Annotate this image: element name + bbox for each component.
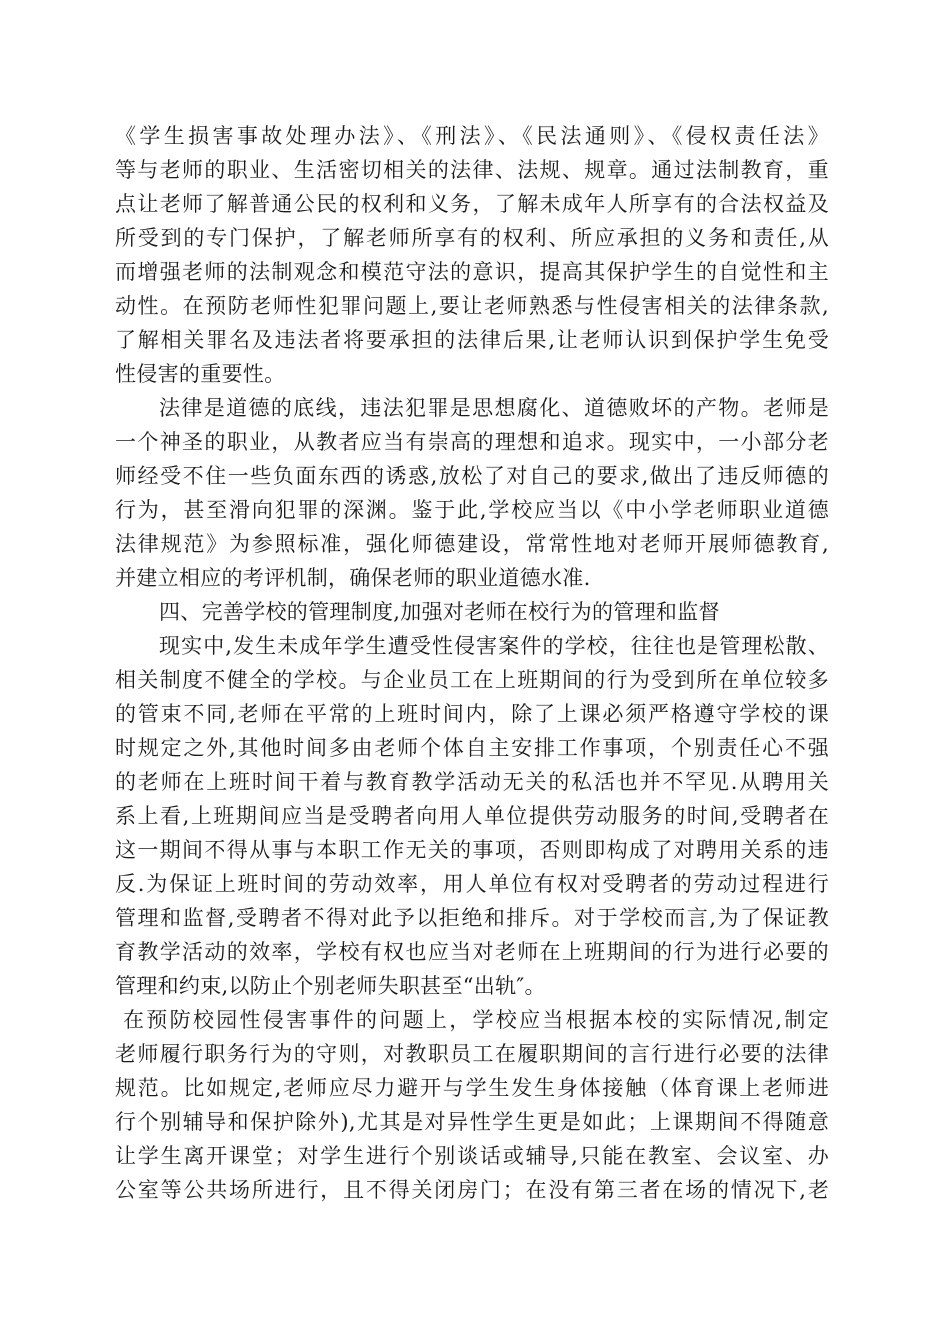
text-line: 老师履行职务行为的守则，对教职员工在履职期间的言行进行必要的法律 [115,1042,829,1066]
text-line: 的老师在上班时间干着与教育教学活动无关的私活也并不罕见.从聘用关 [115,770,829,794]
text-line: 在预防校园性侵害事件的问题上，学校应当根据本校的实际情况,制定 [123,1008,829,1032]
text-line: 并建立相应的考评机制，确保老师的职业道德水准. [115,566,591,590]
text-line: 系上看,上班期间应当是受聘者向用人单位提供劳动服务的时间,受聘者在 [115,804,829,828]
text-line: 点让老师了解普通公民的权利和义务，了解未成年人所享有的合法权益及 [115,192,829,216]
text-line: 管理和监督,受聘者不得对此予以拒绝和排斥。对于学校而言,为了保证教 [115,906,829,930]
text-line: 动性。在预防老师性犯罪问题上,要让老师熟悉与性侵害相关的法律条款, [115,294,829,318]
text-line: 现实中,发生未成年学生遭受性侵害案件的学校，往往也是管理松散、 [159,634,829,658]
paragraph-3 [115,629,829,1003]
text-line: 的管束不同,老师在平常的上班时间内，除了上课必须严格遵守学校的课 [115,702,829,726]
paragraph-4 [115,1003,829,1207]
text-line: 所受到的专门保护，了解老师所享有的权利、所应承担的义务和责任,从 [115,226,829,250]
paragraph-2 [115,391,829,595]
text-line: 相关制度不健全的学校。与企业员工在上班期间的行为受到所在单位较多 [115,668,829,692]
text-line: 管理和约束,以防止个别老师失职甚至“出轨″。 [115,974,546,998]
text-line: 性侵害的重要性。 [115,362,286,386]
text-line: 《学生损害事故处理办法》、《刑法》、《民法通则》、《侵权责任法》 [115,124,829,148]
text-line: 公室等公共场所进行，且不得关闭房门；在没有第三者在场的情况下,老 [115,1178,829,1202]
text-line: 法律是道德的底线，违法犯罪是思想腐化、道德败坏的产物。老师是 [159,396,829,420]
text-line: 而增强老师的法制观念和模范守法的意识，提高其保护学生的自觉性和主 [115,260,829,284]
text-line: 行个别辅导和保护除外),尤其是对异性学生更是如此；上课期间不得随意 [115,1110,829,1134]
text-line: 时规定之外,其他时间多由老师个体自主安排工作事项，个别责任心不强 [115,736,829,760]
text-line: 规范。比如规定,老师应尽力避开与学生发生身体接触（体育课上老师进 [115,1076,829,1100]
text-line: 育教学活动的效率，学校有权也应当对老师在上班期间的行为进行必要的 [115,940,829,964]
paragraph-1 [115,119,829,391]
text-line: 法律规范》为参照标准，强化师德建设，常常性地对老师开展师德教育, [115,532,829,556]
text-line: 这一期间不得从事与本职工作无关的事项，否则即构成了对聘用关系的违 [115,838,829,862]
text-line: 师经受不住一些负面东西的诱惑,放松了对自己的要求,做出了违反师德的 [115,464,829,488]
text-line: 反.为保证上班时间的劳动效率，用人单位有权对受聘者的劳动过程进行 [115,872,829,896]
text-line: 让学生离开课堂；对学生进行个别谈话或辅导,只能在教室、会议室、办 [115,1144,829,1168]
text-line: 等与老师的职业、生活密切相关的法律、法规、规章。通过法制教育，重 [115,158,829,182]
text-line: 一个神圣的职业，从教者应当有崇高的理想和追求。现实中，一小部分老 [115,430,829,454]
heading-line: 四、完善学校的管理制度,加强对老师在校行为的管理和监督 [159,600,720,624]
text-line: 了解相关罪名及违法者将要承担的法律后果,让老师认识到保护学生免受 [115,328,829,352]
section-heading [115,595,829,629]
text-line: 行为，甚至滑向犯罪的深渊。鉴于此,学校应当以《中小学老师职业道德 [115,498,829,522]
body-text [115,119,829,1207]
